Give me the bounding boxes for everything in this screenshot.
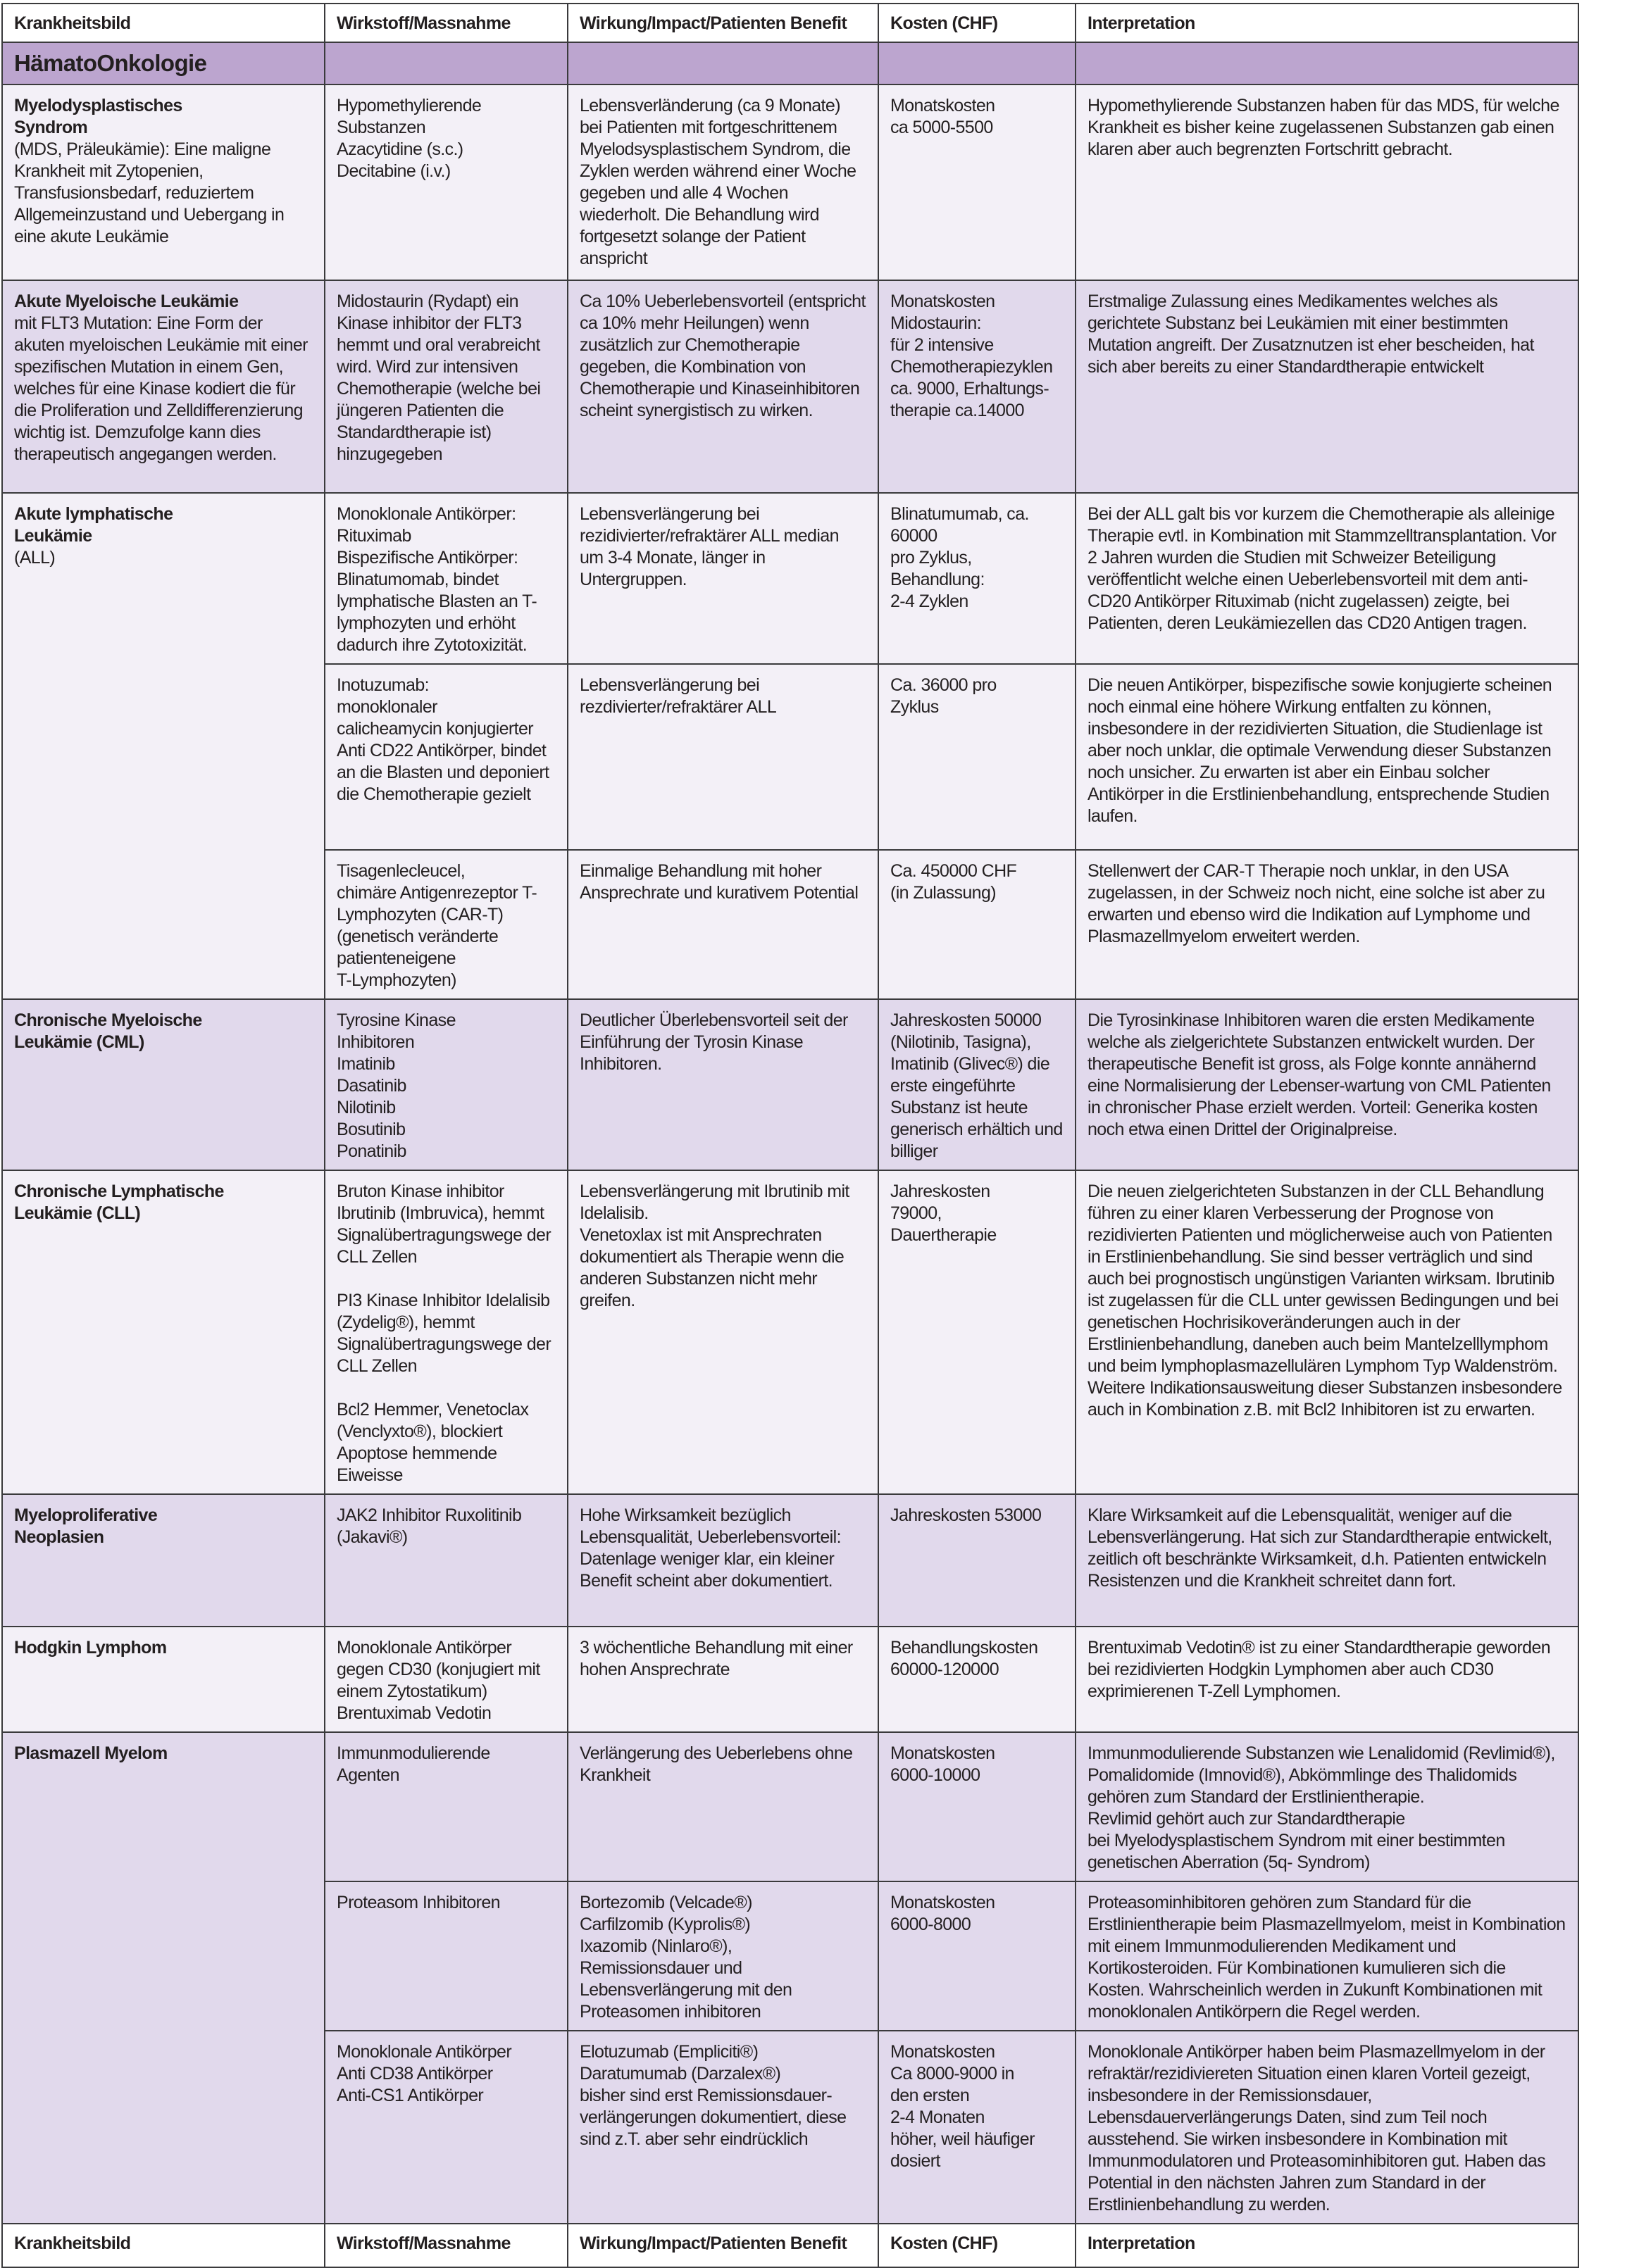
- effect-cell: Lebensverländerung (ca 9 Monate) bei Patienten mit fortgeschrittenem Myelodsysplastischem Syndrom, die Zyklen werden während einer Woche gegeben und alle 4 Wochen wiederholt. Die Behandlung wird fortgesetzt solange der Patient anspricht: [568, 84, 878, 280]
- therapy-table: [1, 3, 1579, 2268]
- agent-cell: Monoklonale Antikörper gegen CD30 (konjugiert mit einem Zytostatikum) Brentuximab Vedotin: [325, 1627, 568, 1732]
- disease-cell: [2, 1732, 325, 2224]
- cost-cell: Monatskosten Midostaurin: für 2 intensive Chemotherapiezyklen ca. 9000, Erhaltungs- therapie ca.14000: [878, 280, 1076, 493]
- cost-cell: Monatskosten 6000-10000: [878, 1732, 1076, 1881]
- disease-cell: [2, 280, 325, 493]
- section-title-text: HämatoOnkologie: [14, 50, 207, 76]
- interpretation-cell: Hypomethylierende Substanzen haben für das MDS, für welche Krankheit es bisher keine zugelassenen Substanzen gab einen klaren aber auch begrenzten Fortschritt gebracht.: [1076, 84, 1578, 280]
- table-row: [2, 493, 1578, 664]
- effect-cell: Lebensverlängerung bei rezdivierter/refraktärer ALL: [568, 664, 878, 850]
- section-row: [2, 42, 1578, 84]
- footer-wirkung: Wirkung/Impact/Patienten Benefit: [568, 2224, 878, 2267]
- agent-cell: Inotuzumab: monoklonaler calicheamycin konjugierter Anti CD22 Antikörper, bindet an die Blasten und deponiert die Chemotherapie gezielt: [325, 664, 568, 850]
- header-krankheitsbild: Krankheitsbild: [2, 4, 325, 42]
- header-row: [2, 4, 1578, 42]
- interpretation-cell: Bei der ALL galt bis vor kurzem die Chemotherapie als alleinige Therapie evtl. in Kombination mit Stammzelltransplantation. Vor 2 Jahren wurden die Studien mit Schweizer Beteiligung veröffentlicht welche einen Ueberlebensvorteil mit dem anti-CD20 Antikörper Rituximab (nicht zugelassen) zeigte, bei Patienten, deren Leukämiezellen das CD20 Antigen tragen.: [1076, 493, 1578, 664]
- agent-cell: Monoklonale Antikörper Anti CD38 Antikörper Anti-CS1 Antikörper: [325, 2031, 568, 2224]
- effect-cell: Bortezomib (Velcade®) Carfilzomib (Kyprolis®) Ixazomib (Ninlaro®), Remissionsdauer und Lebensverlängerung mit den Proteasomen inhibitoren: [568, 1881, 878, 2031]
- section-cell: [878, 42, 1076, 84]
- agent-cell: Midostaurin (Rydapt) ein Kinase inhibitor der FLT3 hemmt und oral verabreicht wird. Wird zur intensiven Chemotherapie (welche bei jüngeren Patienten die Standardtherapie ist) hinzugegeben: [325, 280, 568, 493]
- cost-cell: Monatskosten 6000-8000: [878, 1881, 1076, 2031]
- disease-name: Akute Myeloische Leukämie: [14, 292, 239, 311]
- effect-cell: Einmalige Behandlung mit hoher Ansprechrate und kurativem Potential: [568, 850, 878, 999]
- effect-cell: Verlängerung des Ueberlebens ohne Krankheit: [568, 1732, 878, 1881]
- interpretation-cell: Die neuen Antikörper, bispezifische sowie konjugierte scheinen noch einmal eine höhere Wirkung entfalten zu können, insbesondere in der rezidivierten Situation, die Studienlage ist aber noch unklar, die optimale Verwendung dieser Substanzen noch unsicher. Zu erwarten ist aber ein Einbau solcher Antikörper in die Erstlinienbehandlung, entsprechende Studien laufen.: [1076, 664, 1578, 850]
- disease-name: Plasmazell Myelom: [14, 1743, 168, 1763]
- agent-cell: Hypomethylierende Substanzen Azacytidine (s.c.) Decitabine (i.v.): [325, 84, 568, 280]
- interpretation-cell: Stellenwert der CAR-T Therapie noch unklar, in den USA zugelassen, in der Schweiz noch nicht, eine solche ist aber zu erwarten und ebenso wird die Indikation auf Lymphome und Plasmazellmyelom erweitert werden.: [1076, 850, 1578, 999]
- cost-cell: Behandlungskosten 60000-120000: [878, 1627, 1076, 1732]
- agent-cell: Bruton Kinase inhibitor Ibrutinib (Imbruvica), hemmt Signalübertragungswege der CLL Zellen PI3 Kinase Inhibitor Idelalisib (Zydelig®), hemmt Signalübertragungswege der CLL Zellen Bcl2 Hemmer, Venetoclax (Venclyxto®), blockiert Apoptose hemmende Eiweisse: [325, 1170, 568, 1494]
- section-cell: [568, 42, 878, 84]
- table-row: [2, 1732, 1578, 1881]
- interpretation-cell: Immunmodulierende Substanzen wie Lenalidomid (Revlimid®), Pomalidomide (Imnovid®), Abkömmlinge des Thalidomids gehören zum Standard der Erstlinientherapie. Revlimid gehört auch zur Standardtherapie bei Myelodysplastischem Syndrom mit einer bestimmten genetischen Aberration (5q- Syndrom): [1076, 1732, 1578, 1881]
- effect-cell: Deutlicher Überlebensvorteil seit der Einführung der Tyrosin Kinase Inhibitoren.: [568, 999, 878, 1170]
- header-wirkstoff: Wirkstoff/Massnahme: [325, 4, 568, 42]
- table-row: [2, 280, 1578, 493]
- agent-cell: Monoklonale Antikörper: Rituximab Bispezifische Antikörper: Blinatumomab, bindet lymphatische Blasten an T-lymphozyten und erhöht dadurch ihre Zytotoxizität.: [325, 493, 568, 664]
- footer-interpretation: Interpretation: [1076, 2224, 1578, 2267]
- disease-cell: [2, 1170, 325, 1494]
- footer-row: [2, 2224, 1578, 2267]
- interpretation-cell: Die neuen zielgerichteten Substanzen in der CLL Behandlung führen zu einer klaren Verbesserung der Prognose von rezidivierten Patienten und möglicherweise auch von Patienten in Erstlinienbehandlung. Sie sind besser verträglich und sind auch bei prognostisch ungünstigen Varianten wirksam. Ibrutinib ist zugelassen für die CLL unter gewissen Bedingungen und bei genetischen Hochrisikoveränderungen auch in der Erstlinienbehandlung, daneben auch beim Mantelzelllymphom und beim lymphoplasmazellulären Lymphom Typ Waldenström. Weitere Indikationsausweitung dieser Substanzen insbesondere auch in Kombination z.B. mit Bcl2 Inhibitoren ist zu erwarten.: [1076, 1170, 1578, 1494]
- header-kosten: Kosten (CHF): [878, 4, 1076, 42]
- agent-cell: Tyrosine Kinase Inhibitoren Imatinib Dasatinib Nilotinib Bosutinib Ponatinib: [325, 999, 568, 1170]
- section-cell: [1076, 42, 1578, 84]
- disease-description: (ALL): [14, 548, 56, 568]
- cost-cell: Jahreskosten 50000 (Nilotinib, Tasigna), Imatinib (Glivec®) die erste eingeführte Substanz ist heute generisch erhältich und billiger: [878, 999, 1076, 1170]
- cost-cell: Monatskosten ca 5000-5500: [878, 84, 1076, 280]
- disease-name: Chronische Myeloische Leukämie (CML): [14, 1010, 202, 1052]
- footer-kosten: Kosten (CHF): [878, 2224, 1076, 2267]
- disease-name: Chronische Lymphatische Leukämie (CLL): [14, 1182, 224, 1223]
- effect-cell: Lebensverlängerung mit Ibrutinib mit Idelalisib. Venetoxlax ist mit Ansprechraten dokumentiert als Therapie wenn die anderen Substanzen nicht mehr greifen.: [568, 1170, 878, 1494]
- disease-cell: [2, 84, 325, 280]
- interpretation-cell: Die Tyrosinkinase Inhibitoren waren die ersten Medikamente welche als zielgerichtete Substanzen entwickelt wurden. Der therapeutische Benefit ist gross, als Folge konnte annähernd eine Normalisierung der Lebenser-wartung von CML Patienten in chronischer Phase erzielt werden. Vorteil: Generika kosten noch etwa einen Drittel der Originalpreise.: [1076, 999, 1578, 1170]
- interpretation-cell: Erstmalige Zulassung eines Medikamentes welches als gerichtete Substanz bei Leukämien mit einer bestimmten Mutation angreift. Der Zusatznutzen ist eher bescheiden, hat sich aber bereits zu einer Standardtherapie entwickelt: [1076, 280, 1578, 493]
- cost-cell: Blinatumumab, ca. 60000 pro Zyklus, Behandlung: 2-4 Zyklen: [878, 493, 1076, 664]
- disease-name: Myeloproliferative Neoplasien: [14, 1505, 158, 1547]
- cost-cell: Monatskosten Ca 8000-9000 in den ersten 2-4 Monaten höher, weil häufiger dosiert: [878, 2031, 1076, 2224]
- section-cell: [325, 42, 568, 84]
- table-row: [2, 1170, 1578, 1494]
- cost-cell: Jahreskosten 53000: [878, 1494, 1076, 1627]
- table-row: [2, 999, 1578, 1170]
- interpretation-cell: Klare Wirksamkeit auf die Lebensqualität, weniger auf die Lebensverlängerung. Hat sich zur Standardtherapie entwickelt, zeitlich oft beschränkte Wirksamkeit, d.h. Patienten entwickeln Resistenzen und die Krankheit schreitet dann fort.: [1076, 1494, 1578, 1627]
- effect-cell: Ca 10% Ueberlebensvorteil (entspricht ca 10% mehr Heilungen) wenn zusätzlich zur Chemotherapie gegeben, die Kombination von Chemotherapie und Kinaseinhibitoren scheint synergistisch zu wirken.: [568, 280, 878, 493]
- footer-krankheitsbild: Krankheitsbild: [2, 2224, 325, 2267]
- disease-description: (MDS, Präleukämie): Eine maligne Krankheit mit Zytopenien, Transfusionsbedarf, reduziertem Allgemeinzustand und Uebergang in eine akute Leukämie: [14, 139, 285, 246]
- effect-cell: Hohe Wirksamkeit bezüglich Lebensqualität, Ueberlebensvorteil: Datenlage weniger klar, ein kleiner Benefit scheint aber dokumentiert.: [568, 1494, 878, 1627]
- disease-cell: [2, 1627, 325, 1732]
- cost-cell: Ca. 36000 pro Zyklus: [878, 664, 1076, 850]
- disease-cell: [2, 999, 325, 1170]
- effect-cell: 3 wöchentliche Behandlung mit einer hohen Ansprechrate: [568, 1627, 878, 1732]
- effect-cell: Lebensverlängerung bei rezidivierter/refraktärer ALL median um 3-4 Monate, länger in Untergruppen.: [568, 493, 878, 664]
- disease-name: Myelodysplastisches Syndrom: [14, 96, 182, 137]
- disease-cell: [2, 1494, 325, 1627]
- disease-description: mit FLT3 Mutation: Eine Form der akuten myeloischen Leukämie mit einer spezifischen Mutation in einem Gen, welches für eine Kinase kodiert die für die Proliferation und Zelldifferenzierung wichtig ist. Demzufolge kann dies therapeutisch angegangen werden.: [14, 313, 308, 464]
- cost-cell: Ca. 450000 CHF (in Zulassung): [878, 850, 1076, 999]
- agent-cell: JAK2 Inhibitor Ruxolitinib (Jakavi®): [325, 1494, 568, 1627]
- disease-name: Hodgkin Lymphom: [14, 1638, 167, 1658]
- interpretation-cell: Brentuximab Vedotin® ist zu einer Standardtherapie geworden bei rezidivierten Hodgkin Lymphomen aber auch CD30 exprimierenen T-Zell Lymphomen.: [1076, 1627, 1578, 1732]
- footer-wirkstoff: Wirkstoff/Massnahme: [325, 2224, 568, 2267]
- table-row: [2, 1494, 1578, 1627]
- effect-cell: Elotuzumab (Empliciti®) Daratumumab (Darzalex®) bisher sind erst Remissionsdauer-verlängerungen dokumentiert, diese sind z.T. aber sehr eindrücklich: [568, 2031, 878, 2224]
- section-title: [2, 42, 325, 84]
- agent-cell: Proteasom Inhibitoren: [325, 1881, 568, 2031]
- table-row: [2, 84, 1578, 280]
- agent-cell: Tisagenlecleucel, chimäre Antigenrezeptor T-Lymphozyten (CAR-T) (genetisch veränderte patienteneigene T-Lymphozyten): [325, 850, 568, 999]
- cost-cell: Jahreskosten 79000, Dauertherapie: [878, 1170, 1076, 1494]
- disease-name: Akute lymphatische Leukämie: [14, 504, 173, 546]
- interpretation-cell: Monoklonale Antikörper haben beim Plasmazellmyelom in der refraktär/rezidiviereten Situation einen klaren Vorteil gezeigt, insbesondere in der Remissionsdauer, Lebensdauerverlängerungs Daten, sind zum Teil noch ausstehend. Sie wirken insbesondere in Kombination mit Immunmodulatoren und Proteasominhibitoren gut. Haben das Potential in den nächsten Jahren zum Standard in der Erstlinienbehandlung zu werden.: [1076, 2031, 1578, 2224]
- header-interpretation: Interpretation: [1076, 4, 1578, 42]
- interpretation-cell: Proteasominhibitoren gehören zum Standard für die Erstlinientherapie beim Plasmazellmyelom, meist in Kombination mit einem Immunmodulierenden Medikament und Kortikosteroiden. Für Kombinationen kumulieren sich die Kosten. Wahrscheinlich werden in Zukunft Kombinationen mit monoklonalen Antikörpern die Regel werden.: [1076, 1881, 1578, 2031]
- table-row: [2, 1627, 1578, 1732]
- disease-cell: [2, 493, 325, 999]
- agent-cell: Immunmodulierende Agenten: [325, 1732, 568, 1881]
- header-wirkung: Wirkung/Impact/Patienten Benefit: [568, 4, 878, 42]
